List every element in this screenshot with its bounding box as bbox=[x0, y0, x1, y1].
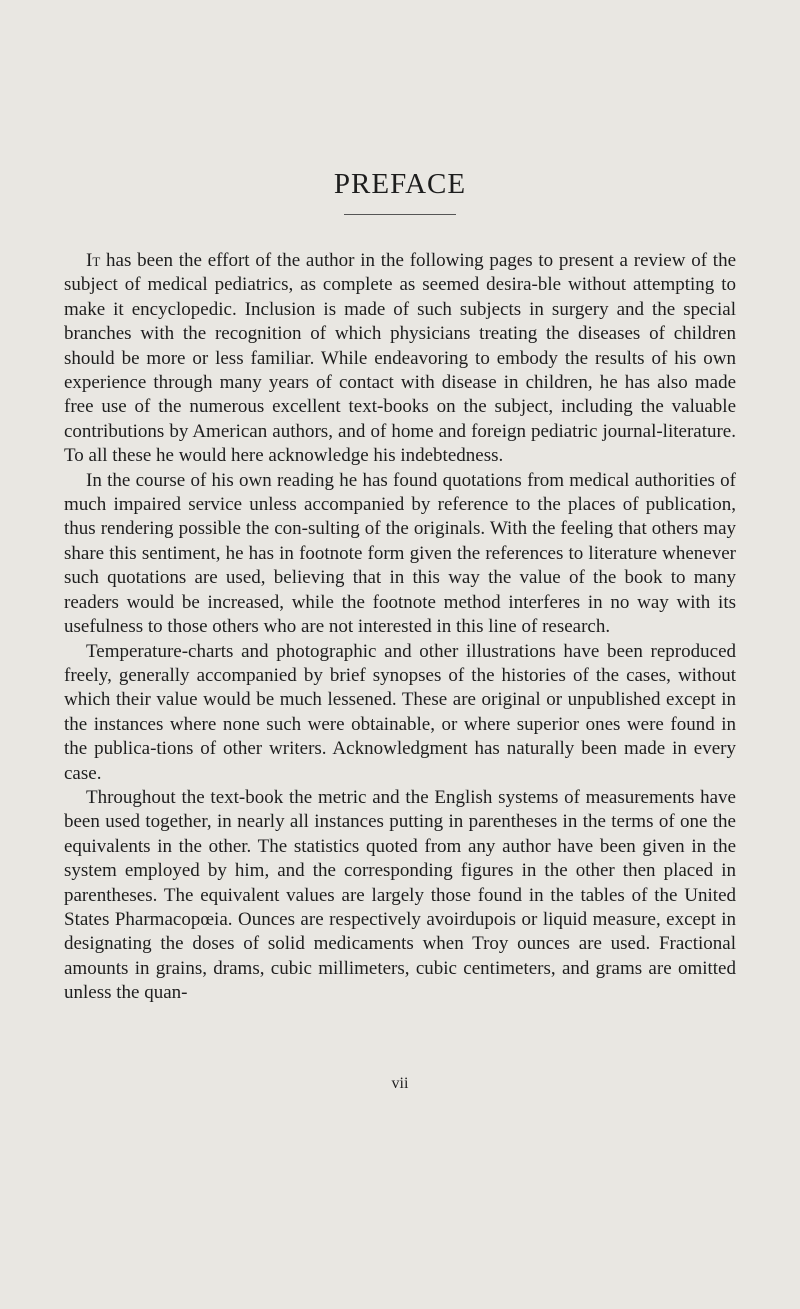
page-title: PREFACE bbox=[333, 168, 467, 200]
page-number: vii bbox=[391, 1075, 409, 1092]
preface-body bbox=[64, 249, 736, 1006]
paragraph-text: Temperature-charts and photographic and other illustrations have been reproduced freely, generally accompanied by brief synopses of the histories of the cases, without which their value would be much lessened. These are original or unpublished except in the instances where none such were obtainable, or where superior ones were found in the publica-tions of other writers. Acknowledgment has naturally been made in every case. bbox=[64, 640, 736, 784]
paragraph-text: Throughout the text-book the metric and the English systems of measurements have been used together, in nearly all instances putting in parentheses in the terms of one the equivalents in the other. The statistics quoted from any author have been given in the system employed by him, and the corresponding figures in the other then placed in parentheses. The equivalent values are largely those found in the tables of the United States Pharmacopœia. Ounces are respectively avoirdupois or liquid measure, except in designating the doses of solid medicaments when Troy ounces are used. Fractional amounts in grains, drams, cubic millimeters, cubic centimeters, and grams are omitted unless the quan- bbox=[64, 786, 736, 1004]
paragraph bbox=[64, 249, 736, 469]
paragraph bbox=[64, 469, 736, 640]
title-rule bbox=[344, 214, 456, 215]
paragraph-lead-word: It bbox=[86, 250, 101, 271]
paragraph-text: In the course of his own reading he has found quotations from medical authorities of much impaired service unless accompanied by reference to the places of publication, thus rendering possible the con-sulting of the originals. With the feeling that others may share this sentiment, he has in footnote form given the references to literature whenever such quotations are used, believing that in this way the value of the book to many readers would be increased, while the footnote method interferes in no way with its usefulness to those others who are not interested in this line of research. bbox=[64, 469, 736, 638]
paragraph-text: has been the effort of the author in the following pages to present a review of the subject of medical pediatrics, as complete as seemed desira-ble without attempting to make it encyclopedic. Inclusion is made of such subjects in surgery and the special branches with the recognition of which physicians treating the diseases of children should be more or less familiar. While endeavoring to embody the results of his own experience through many years of contact with disease in children, he has also made free use of the numerous excellent text-books on the subject, including the valuable contributions by American authors, and of home and foreign pediatric journal-literature. To all these he would here acknowledge his indebtedness. bbox=[64, 250, 736, 467]
paragraph bbox=[64, 786, 736, 1006]
paragraph bbox=[64, 640, 736, 786]
